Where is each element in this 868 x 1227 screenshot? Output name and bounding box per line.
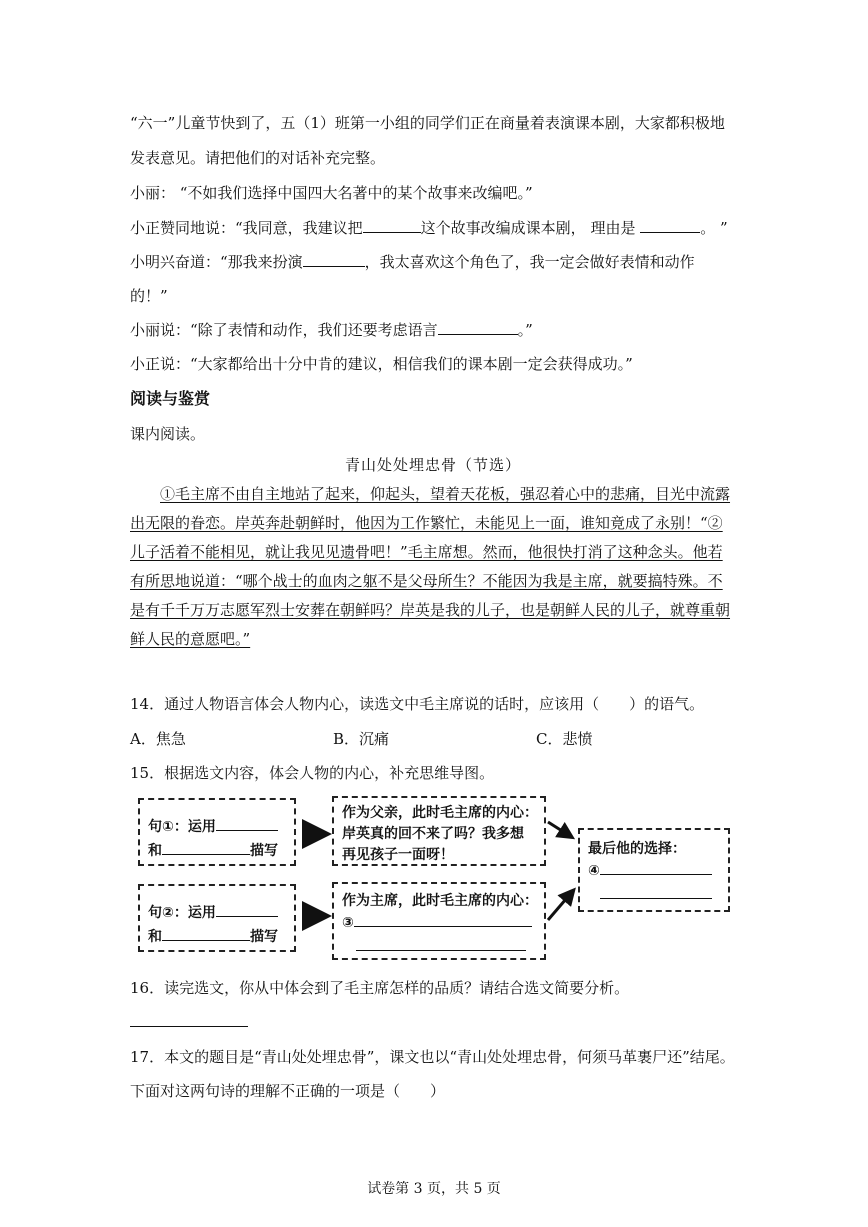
box-text: 和 bbox=[148, 843, 162, 859]
box-text: 最后他的选择： bbox=[588, 841, 686, 857]
dialogue-xiaozheng-2: 小正说：“大家都给出十分中肯的建议，相信我们的课本剧一定会获得成功。” bbox=[130, 355, 633, 373]
sub-title: 课内阅读。 bbox=[130, 425, 206, 443]
dialogue-text: 这个故事改编成课本剧， 理由是 bbox=[420, 219, 641, 237]
box-text: 描写 bbox=[250, 929, 278, 945]
dialogue-xiaoli-1: 小丽： “不如我们选择中国四大名著中的某个故事来改编吧。” bbox=[130, 184, 533, 202]
q16-stem: 16．读完选文，你从中体会到了毛主席怎样的品质？请结合选文简要分析。 bbox=[130, 979, 630, 997]
dialogue-text: 。 ” bbox=[700, 219, 728, 237]
intro-line-2: 发表意见。请把他们的对话补充完整。 bbox=[130, 149, 386, 167]
box-text: 作为父亲，此时毛主席的内心： bbox=[342, 805, 538, 821]
dialogue-text: 。” bbox=[517, 321, 533, 339]
q17-line-2: 下面对这两句诗的理解不正确的一项是（ ） bbox=[130, 1082, 446, 1100]
page-footer: 试卷第 3 页，共 5 页 bbox=[367, 1181, 501, 1197]
box-text: ③ bbox=[342, 915, 354, 931]
q15-stem: 15．根据选文内容，体会人物的内心，补充思维导图。 bbox=[130, 764, 495, 782]
dialogue-text: 小正赞同地说：“我同意，我建议把 bbox=[130, 219, 363, 237]
box-text: 描写 bbox=[250, 843, 278, 859]
dialogue-text: 小明兴奋道：“那我来扮演 bbox=[130, 253, 303, 271]
box-text: 岸英真的回不来了吗？我多想 bbox=[342, 826, 524, 842]
q14-stem: 14．通过人物语言体会人物内心，读选文中毛主席说的话时，应该用（ ）的语气。 bbox=[130, 695, 705, 713]
q14-option-b[interactable]: B．沉痛 bbox=[333, 730, 390, 748]
section-title: 阅读与鉴赏 bbox=[130, 389, 211, 408]
intro-line-1: “六一”儿童节快到了，五（1）班第一小组的同学们正在商量着表演课本剧，大家都积极地 bbox=[130, 114, 725, 132]
box-text: 句②：运用 bbox=[148, 905, 216, 921]
q16-answer-line[interactable] bbox=[130, 1026, 248, 1027]
dialogue-text: ，我太喜欢这个角色了，我一定会做好表情和动作 bbox=[364, 253, 695, 271]
box-text: 句①：运用 bbox=[148, 819, 216, 835]
box-text: 作为主席，此时毛主席的内心： bbox=[342, 893, 538, 909]
passage-text: ①毛主席不由自主地站了起来，仰起头，望着天花板，强忍着心中的悲痛，目光中流露出无限的眷恋。岸英奔赴朝鲜时，他因为工作繁忙，未能见上一面，谁知竟成了永别！“②儿子活着不能相见，就让我见见遗骨吧！”毛主席想。然而，他很快打消了这种念头。他若有所思地说道：“哪个战士的血肉之躯不是父母所生？不能因为我是主席，就要搞特殊。不是有千千万万志愿军烈士安葬在朝鲜吗？岸英是我的儿子，也是朝鲜人民的儿子，就尊重朝鲜人民的意愿吧。” bbox=[130, 485, 731, 648]
q14-option-c[interactable]: C．悲愤 bbox=[536, 730, 593, 748]
box-text: 和 bbox=[148, 929, 162, 945]
q17-line-1: 17．本文的题目是“青山处处埋忠骨”，课文也以“青山处处埋忠骨，何须马革裹尸还”结尾。 bbox=[130, 1048, 735, 1066]
dialogue-text: 小丽说：“除了表情和动作，我们还要考虑语言 bbox=[130, 321, 438, 339]
diagonal-arrow-icon bbox=[548, 822, 570, 836]
q14-option-a[interactable]: A．焦急 bbox=[130, 730, 186, 748]
diagonal-arrow-icon bbox=[548, 892, 572, 920]
box-text: ④ bbox=[588, 863, 600, 879]
passage-title: 青山处处埋忠骨（节选） bbox=[344, 456, 521, 474]
dialogue-xiaoming-2: 的！” bbox=[130, 287, 168, 305]
box-text: 再见孩子一面呀！ bbox=[342, 847, 454, 863]
